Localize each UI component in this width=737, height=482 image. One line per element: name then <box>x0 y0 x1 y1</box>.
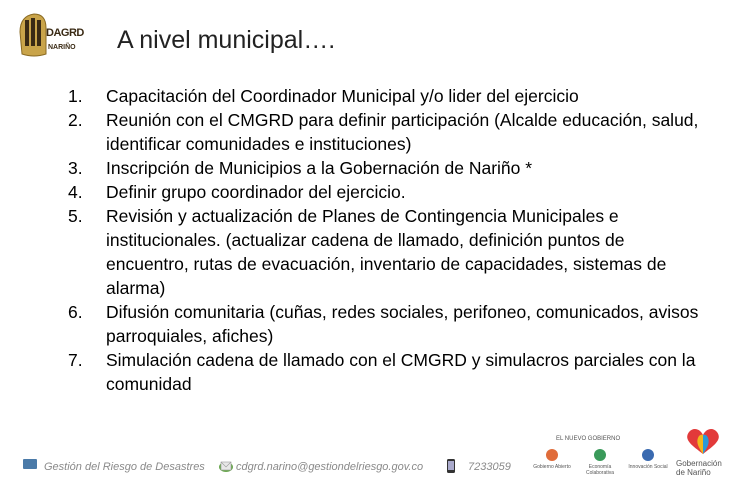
item-text: Reunión con el CMGRD para definir participación (Alcalde educación, salud, identificar comunidades e instituciones) <box>106 110 699 154</box>
footer <box>0 448 737 482</box>
org-icon <box>22 458 38 470</box>
item-number: 6. <box>68 302 83 322</box>
item-list <box>68 84 708 396</box>
list-item <box>68 204 708 300</box>
item-number: 3. <box>68 158 83 178</box>
item-number: 2. <box>68 110 83 130</box>
gov-logo-label: Economía Colaborativa <box>585 464 615 476</box>
innovacion-social-icon <box>640 448 656 462</box>
logo-title: DAGRD <box>46 27 84 39</box>
page-title: A nivel municipal…. <box>117 26 336 54</box>
footer-phone: 7233059 <box>468 461 511 473</box>
list-item <box>68 300 708 348</box>
list-item <box>68 156 708 180</box>
item-number: 4. <box>68 182 83 202</box>
narino-label <box>676 459 736 477</box>
list-item <box>68 108 708 156</box>
gov-header: EL NUEVO GOBIERNO <box>556 436 621 442</box>
list-item <box>68 348 708 396</box>
item-number: 7. <box>68 350 83 370</box>
footer-org: Gestión del Riesgo de Desastres <box>44 461 205 473</box>
item-text: Inscripción de Municipios a la Gobernación de Nariño * <box>106 158 533 178</box>
gobierno-abierto-icon <box>544 448 560 462</box>
item-text: Difusión comunitaria (cuñas, redes sociales, perifoneo, comunicados, avisos parroquiales, afiches) <box>106 302 699 346</box>
item-text: Capacitación del Coordinador Municipal y/o lider del ejercicio <box>106 86 579 106</box>
item-text: Revisión y actualización de Planes de Contingencia Municipales e institucionales. (actualizar cadena de llamado, definición puntos de encuentro, rutas de evacuación, inventario de capacidades, sistemas de alarma) <box>106 206 667 298</box>
item-number: 1. <box>68 86 83 106</box>
item-number: 5. <box>68 206 83 226</box>
mail-icon <box>218 458 234 474</box>
item-text: Simulación cadena de llamado con el CMGRD y simulacros parciales con la comunidad <box>106 350 696 394</box>
logo-subtitle: NARIÑO <box>48 44 76 51</box>
gov-logo-label: Gobierno Abierto <box>533 464 571 470</box>
gov-logo-label: Innovación Social <box>628 464 668 470</box>
narino-line1: Gobernación <box>676 459 722 468</box>
item-text: Definir grupo coordinador del ejercicio. <box>106 182 406 202</box>
list-item <box>68 180 708 204</box>
phone-icon <box>444 458 458 474</box>
footer-email[interactable]: cdgrd.narino@gestiondelriesgo.gov.co <box>236 461 424 473</box>
economia-colaborativa-icon <box>592 448 608 462</box>
list-item <box>68 84 708 108</box>
narino-line2: de Nariño <box>676 468 711 477</box>
